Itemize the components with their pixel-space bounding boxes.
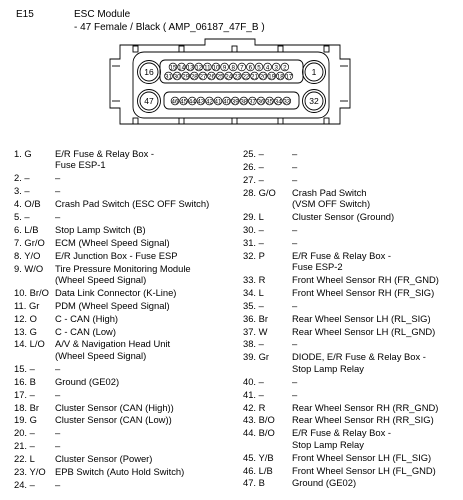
pin-description: [55, 198, 242, 209]
pin-description-line: Rear Wheel Sensor RH (RR_SIG): [292, 414, 434, 426]
pin-number: 19. G: [14, 414, 37, 426]
pin-row: [14, 376, 242, 387]
corner-label-16: 16: [144, 67, 154, 77]
pin-description: [292, 250, 459, 273]
pin-row: [14, 185, 242, 196]
pin-description: [55, 363, 242, 374]
pin-number: 1. G: [14, 148, 32, 159]
pin-description: [55, 250, 242, 261]
pin-number: 47. B: [243, 477, 265, 489]
pin-description: [292, 376, 459, 387]
pin-cavity-label: 26: [208, 73, 215, 81]
pin-number: 41. –: [243, 388, 264, 400]
pin-cavity-label: 40: [223, 98, 231, 106]
pin-description-line: –: [55, 185, 61, 197]
module-title: ESC Module: [74, 9, 131, 20]
pin-number: 10. Br/O: [14, 286, 49, 298]
pin-description: [55, 172, 242, 183]
pin-row: [243, 148, 459, 159]
pin-row: [14, 237, 242, 248]
pin-number: 3. –: [14, 185, 30, 197]
pin-description-line: (VSM OFF Switch): [292, 198, 371, 210]
pin-row: [14, 198, 242, 209]
pin-cavity-label: 42: [205, 98, 213, 106]
pin-cavity-label: 15: [169, 64, 177, 72]
pin-cavity-label: 5: [257, 64, 261, 72]
pin-number: 15. –: [14, 362, 35, 374]
pin-row: [243, 427, 459, 450]
pin-description-line: –: [292, 338, 298, 350]
pin-cavity-label: 14: [178, 64, 186, 72]
pin-description: [55, 211, 242, 222]
pin-cavity-label: 11: [204, 64, 211, 72]
pin-number: 24. –: [14, 478, 35, 490]
pin-description: [55, 338, 242, 361]
pin-number: 27. –: [243, 173, 264, 185]
connector-diagram: [0, 0, 463, 145]
pin-description-line: –: [55, 478, 61, 490]
pin-cavity-label: 46: [171, 98, 179, 106]
pin-description-line: Data Link Connector (K-Line): [55, 286, 177, 298]
corner-label-47: 47: [144, 96, 154, 106]
pin-number: 38. –: [243, 338, 264, 350]
pin-row: [243, 338, 459, 349]
pin-description-line: Ground (GE02): [292, 477, 357, 489]
pin-row: [14, 148, 242, 171]
pin-cavity-label: 29: [182, 73, 190, 81]
pin-row: [243, 326, 459, 337]
pin-row: [14, 389, 242, 400]
pin-row: [243, 174, 459, 185]
pin-number: 26. –: [243, 160, 264, 172]
pin-cavity-label: 31: [165, 73, 172, 81]
pin-row: [14, 440, 242, 451]
pin-row: [243, 376, 459, 387]
pin-cavity-label: 10: [212, 64, 220, 72]
pin-cavity-label: 28: [190, 73, 198, 81]
pin-description-line: –: [292, 299, 298, 311]
pin-description: [55, 287, 242, 298]
pin-description-line: Stop Lamp Relay: [292, 438, 364, 450]
pin-cavity-label: 6: [248, 64, 253, 72]
pin-cavity-label: 18: [276, 73, 284, 81]
pin-cavity-label: 25: [216, 73, 224, 81]
pin-number: 37. W: [243, 325, 268, 337]
pin-description-line: EPB Switch (Auto Hold Switch): [55, 465, 185, 477]
pin-description: [292, 452, 459, 463]
pin-description-line: Cluster Sensor (Power): [55, 453, 153, 465]
pin-cavity-label: 43: [197, 98, 205, 106]
pin-description: [55, 427, 242, 438]
pin-description-line: –: [55, 362, 61, 374]
pin-description: [292, 477, 459, 488]
pin-cavity-label: 20: [259, 73, 267, 81]
pin-row: [14, 427, 242, 438]
pin-row: [14, 263, 242, 286]
pin-cavity-label: 7: [240, 64, 244, 72]
pin-description-line: C - CAN (High): [55, 312, 119, 324]
pin-row: [243, 414, 459, 425]
pin-row: [243, 300, 459, 311]
pin-cavity-label: 33: [283, 98, 291, 106]
pin-row: [14, 313, 242, 324]
pin-description-line: Front Wheel Sensor LH (FL_GND): [292, 464, 436, 476]
pin-description-line: –: [55, 440, 61, 452]
pin-number: 44. B/O: [243, 427, 275, 439]
pin-description-line: –: [292, 160, 298, 172]
pin-description: [55, 466, 242, 477]
pin-description-line: Rear Wheel Sensor RH (RR_GND): [292, 401, 439, 413]
pin-number: 20. –: [14, 427, 35, 439]
pin-description: [292, 187, 459, 210]
pin-description-line: Front Wheel Sensor LH (FL_SIG): [292, 451, 432, 463]
pin-description-line: –: [292, 173, 298, 185]
pin-description: [292, 338, 459, 349]
pin-description-line: E/R Fuse & Relay Box -: [292, 249, 391, 261]
corner-label-32: 32: [309, 96, 319, 106]
pin-description-line: (Wheel Speed Signal): [55, 349, 147, 361]
pin-description-line: Fuse ESP-2: [292, 261, 343, 273]
pin-description: [55, 313, 242, 324]
pin-row: [243, 477, 459, 488]
pin-description-line: –: [292, 236, 298, 248]
pin-number: 17. –: [14, 388, 35, 400]
pin-description: [292, 414, 459, 425]
pin-description-line: Cluster Sensor (CAN (Low)): [55, 414, 172, 426]
pin-description-line: –: [55, 211, 61, 223]
pin-number: 7. Gr/O: [14, 236, 45, 248]
pin-table-left: [14, 148, 242, 492]
pin-description: [55, 376, 242, 387]
pin-cavity-label: 37: [248, 98, 256, 106]
pin-cavity-label: 3: [274, 64, 278, 72]
pin-description-line: A/V & Navigation Head Unit: [55, 338, 171, 350]
pin-row: [243, 452, 459, 463]
pin-cavity-label: 41: [214, 98, 222, 106]
pin-number: 28. G/O: [243, 186, 276, 198]
pin-cavity-label: 12: [195, 64, 203, 72]
pin-description: [292, 427, 459, 450]
pin-description: [55, 148, 242, 171]
pin-number: 42. R: [243, 401, 266, 413]
pin-number: 2. –: [14, 172, 30, 184]
pin-description-line: E/R Junction Box - Fuse ESP: [55, 249, 178, 261]
pin-description: [55, 185, 242, 196]
pin-description: [292, 389, 459, 400]
pin-number: 12. O: [14, 312, 37, 324]
pin-description: [292, 326, 459, 337]
pin-description-line: Crash Pad Switch (ESC OFF Switch): [55, 198, 210, 210]
pin-number: 14. L/O: [14, 338, 45, 350]
pin-row: [243, 351, 459, 374]
pin-number: 43. B/O: [243, 414, 275, 426]
pin-number: 32. P: [243, 249, 265, 261]
pin-number: 40. –: [243, 375, 264, 387]
pin-description: [55, 389, 242, 400]
pin-row: [14, 326, 242, 337]
pin-row: [243, 465, 459, 476]
pin-row: [243, 161, 459, 172]
pin-description-line: Tire Pressure Monitoring Module: [55, 262, 191, 274]
pin-description: [292, 402, 459, 413]
pin-table-right: [243, 148, 459, 490]
pin-cavity-label: 17: [285, 73, 293, 81]
pin-cavity-label: 4: [265, 64, 270, 72]
connector-spec: - 47 Female / Black ( AMP_06187_47F_B ): [74, 22, 265, 33]
pin-description-line: –: [292, 148, 298, 159]
pin-row: [14, 211, 242, 222]
pin-description-line: –: [55, 388, 61, 400]
pin-number: 34. L: [243, 286, 264, 298]
pin-description-line: ECM (Wheel Speed Signal): [55, 236, 170, 248]
pin-description-line: Front Wheel Sensor RH (FR_SIG): [292, 286, 435, 298]
pin-cavity-label: 23: [233, 73, 241, 81]
pin-cavity-label: 22: [242, 73, 250, 81]
pin-row: [243, 211, 459, 222]
pin-row: [243, 237, 459, 248]
pin-description: [55, 224, 242, 235]
pin-description-line: –: [55, 172, 61, 184]
pin-row: [243, 274, 459, 285]
pin-number: 35. –: [243, 299, 264, 311]
pin-number: 46. L/B: [243, 464, 273, 476]
pin-cavity-label: 8: [231, 64, 235, 72]
pin-cavity-label: 24: [225, 73, 233, 81]
pin-row: [14, 414, 242, 425]
pin-number: 18. Br: [14, 401, 40, 413]
pin-cavity-label: 45: [180, 98, 188, 106]
pin-cavity-label: 30: [173, 73, 181, 81]
pin-number: 33. R: [243, 274, 266, 286]
pin-number: 36. Br: [243, 312, 269, 324]
pin-number: 9. W/O: [14, 262, 44, 274]
pin-description-line: Fuse ESP-1: [55, 159, 106, 171]
pin-row: [14, 479, 242, 490]
pin-number: 25. –: [243, 148, 264, 159]
pin-description-line: DIODE, E/R Fuse & Relay Box -: [292, 351, 426, 363]
pin-cavity-label: 19: [268, 73, 276, 81]
pin-number: 22. L: [14, 453, 35, 465]
pin-number: 29. L: [243, 211, 264, 223]
pin-cavity-label: 34: [274, 98, 282, 106]
pin-description: [55, 237, 242, 248]
pin-row: [14, 224, 242, 235]
pin-description-line: –: [292, 388, 298, 400]
pin-description-line: –: [292, 375, 298, 387]
pin-description: [55, 402, 242, 413]
pin-description: [292, 224, 459, 235]
pin-description-line: Cluster Sensor (Ground): [292, 211, 395, 223]
pin-number: 13. G: [14, 325, 37, 337]
pin-row: [14, 363, 242, 374]
pin-row: [14, 172, 242, 183]
pin-row: [243, 187, 459, 210]
pin-cavity-label: 21: [251, 73, 258, 81]
pin-description: [55, 479, 242, 490]
pin-description: [292, 313, 459, 324]
pin-description-line: Crash Pad Switch: [292, 186, 367, 198]
pin-layer: [165, 63, 293, 105]
pin-description: [292, 465, 459, 476]
connector-body: [133, 52, 329, 118]
pin-description-line: PDM (Wheel Speed Signal): [55, 299, 170, 311]
pin-description-line: –: [292, 223, 298, 235]
pin-row: [14, 250, 242, 261]
pin-row: [14, 300, 242, 311]
pin-number: 11. Gr: [14, 299, 40, 311]
pin-cavity-label: 27: [199, 73, 207, 81]
pin-description: [292, 148, 459, 159]
pin-cavity-label: 44: [188, 98, 196, 106]
connector-code: E15: [16, 9, 34, 20]
pin-description: [292, 161, 459, 172]
pin-description: [292, 237, 459, 248]
pin-row: [14, 402, 242, 413]
pin-row: [243, 287, 459, 298]
pin-number: 45. Y/B: [243, 451, 274, 463]
pin-description: [292, 351, 459, 374]
pin-description-line: Cluster Sensor (CAN (High)): [55, 401, 174, 413]
pin-number: 21. –: [14, 440, 35, 452]
pin-row: [14, 338, 242, 361]
pin-row: [14, 453, 242, 464]
pin-description-line: Stop Lamp Relay: [292, 362, 364, 374]
pin-description: [55, 263, 242, 286]
pin-number: 4. O/B: [14, 198, 41, 210]
pin-cavity-label: 35: [266, 98, 274, 106]
pin-description-line: E/R Fuse & Relay Box -: [55, 148, 154, 159]
pin-description: [292, 300, 459, 311]
pin-cavity-label: 39: [231, 98, 239, 106]
pin-description-line: Front Wheel Sensor RH (FR_GND): [292, 274, 439, 286]
pin-number: 31. –: [243, 236, 264, 248]
pin-number: 16. B: [14, 375, 36, 387]
pin-row: [243, 250, 459, 273]
pin-description: [55, 414, 242, 425]
pin-number: 5. –: [14, 211, 30, 223]
pin-description-line: C - CAN (Low): [55, 325, 116, 337]
pin-cavity-label: 36: [257, 98, 265, 106]
corner-label-1: 1: [311, 67, 317, 77]
pin-description: [55, 326, 242, 337]
pin-number: 23. Y/O: [14, 465, 46, 477]
pin-description-line: (Wheel Speed Signal): [55, 274, 147, 286]
pin-row: [243, 224, 459, 235]
pin-number: 8. Y/O: [14, 249, 41, 261]
pin-number: 39. Gr: [243, 351, 270, 363]
pin-row: [14, 287, 242, 298]
pin-row: [243, 402, 459, 413]
pin-description-line: Rear Wheel Sensor LH (RL_SIG): [292, 312, 431, 324]
pin-description: [292, 287, 459, 298]
pin-row: [14, 466, 242, 477]
pin-description: [292, 174, 459, 185]
pin-cavity-label: 2: [283, 64, 287, 72]
pin-description-line: Stop Lamp Switch (B): [55, 223, 146, 235]
pin-row: [243, 313, 459, 324]
pin-number: 6. L/B: [14, 223, 39, 235]
pin-description: [55, 300, 242, 311]
pin-number: 30. –: [243, 223, 264, 235]
pin-description-line: E/R Fuse & Relay Box -: [292, 427, 391, 439]
pin-description: [55, 440, 242, 451]
pin-cavity-label: 38: [240, 98, 248, 106]
pin-description: [292, 274, 459, 285]
pin-description: [55, 453, 242, 464]
pin-description-line: –: [55, 427, 61, 439]
pin-cavity-label: 13: [186, 64, 194, 72]
pin-row: [243, 389, 459, 400]
pin-cavity-label: 9: [222, 64, 227, 72]
pin-description: [292, 211, 459, 222]
pin-description-line: Rear Wheel Sensor LH (RL_GND): [292, 325, 436, 337]
pin-description-line: Ground (GE02): [55, 375, 120, 387]
